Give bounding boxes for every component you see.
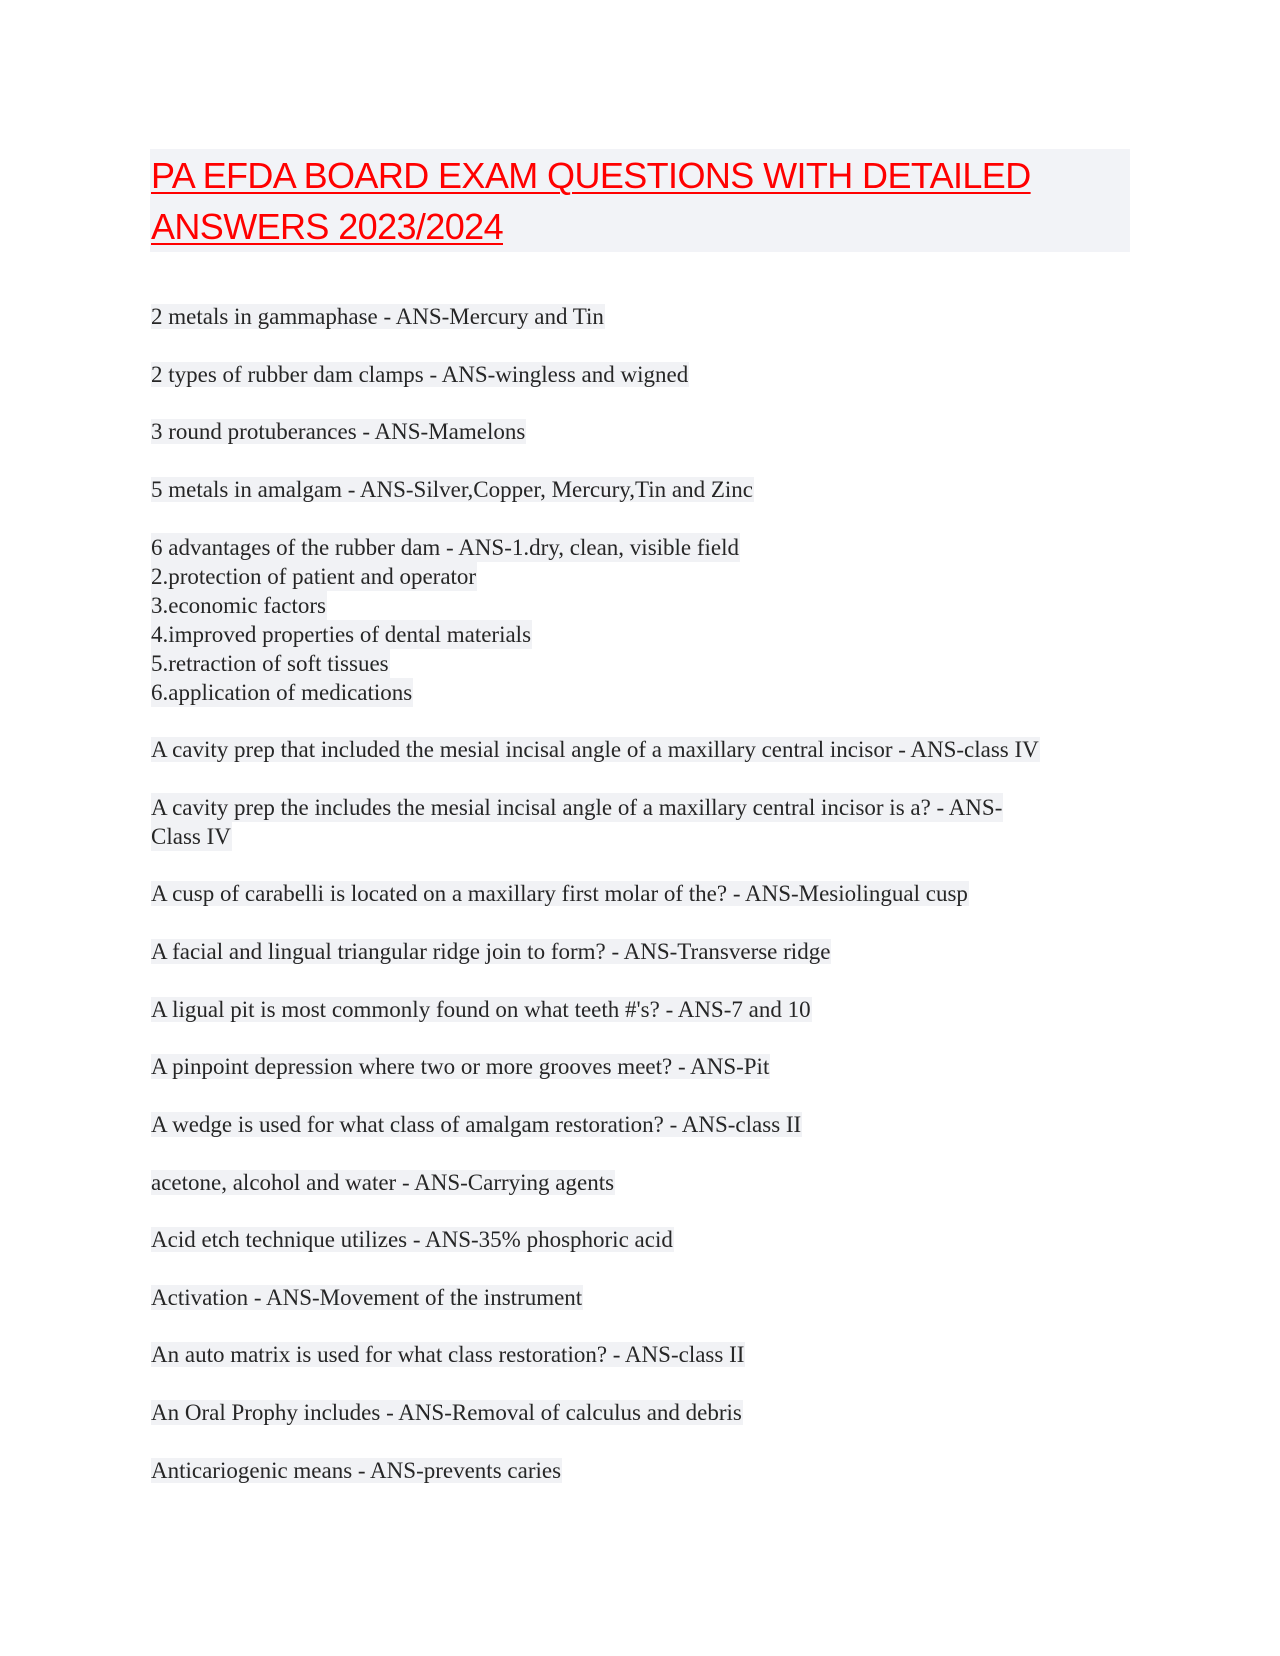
qa-text: A ligual pit is most commonly found on what teeth #'s? - ANS-7 and 10 — [151, 997, 811, 1022]
qa-text: A cusp of carabelli is located on a maxillary first molar of the? - ANS-Mesiolingual cusp — [151, 881, 968, 906]
qa-item — [151, 475, 754, 504]
qa-item — [151, 1340, 745, 1369]
qa-line: 5.retraction of soft tissues — [151, 651, 389, 676]
qa-item — [151, 1110, 802, 1139]
qa-text: 2 metals in gammaphase - ANS-Mercury and Tin — [151, 304, 604, 329]
qa-item — [151, 417, 526, 446]
document-title-line-2: ANSWERS 2023/2024 — [151, 206, 503, 247]
qa-line: Class IV — [151, 824, 231, 849]
qa-item — [151, 1225, 674, 1254]
qa-item — [151, 1456, 562, 1485]
qa-text: 3 round protuberances - ANS-Mamelons — [151, 419, 526, 444]
qa-item — [151, 995, 812, 1024]
qa-text: A pinpoint depression where two or more grooves meet? - ANS-Pit — [151, 1054, 770, 1079]
qa-text: Activation - ANS-Movement of the instrument — [151, 1285, 583, 1310]
qa-item-multiline — [151, 793, 1003, 851]
qa-text: 2 types of rubber dam clamps - ANS-wingless and wigned — [151, 362, 689, 387]
qa-item — [151, 735, 1040, 764]
qa-line: 2.protection of patient and operator — [151, 564, 477, 589]
qa-text: A wedge is used for what class of amalgam restoration? - ANS-class II — [151, 1112, 802, 1137]
qa-line: 4.improved properties of dental materials — [151, 622, 532, 647]
qa-item — [151, 1052, 770, 1081]
qa-item — [151, 879, 969, 908]
qa-item — [151, 1168, 615, 1197]
qa-line: 6.application of medications — [151, 680, 413, 705]
qa-item — [151, 937, 831, 966]
qa-text: acetone, alcohol and water - ANS-Carrying agents — [151, 1170, 615, 1195]
document-title-line-1: PA EFDA BOARD EXAM QUESTIONS WITH DETAILED — [151, 155, 1031, 196]
qa-text: 5 metals in amalgam - ANS-Silver,Copper, Mercury,Tin and Zinc — [151, 477, 754, 502]
qa-line: 3.economic factors — [151, 593, 326, 618]
qa-text: A cavity prep that included the mesial incisal angle of a maxillary central incisor - ANS-class IV — [151, 737, 1039, 762]
qa-text: Acid etch technique utilizes - ANS-35% phosphoric acid — [151, 1227, 673, 1252]
qa-text: Anticariogenic means - ANS-prevents caries — [151, 1458, 562, 1483]
qa-item-multiline — [151, 533, 740, 707]
qa-item — [151, 1283, 583, 1312]
qa-text: An auto matrix is used for what class restoration? - ANS-class II — [151, 1342, 745, 1367]
qa-line: A cavity prep the includes the mesial incisal angle of a maxillary central incisor is a? - ANS- — [151, 795, 1003, 820]
qa-line: 6 advantages of the rubber dam - ANS-1.dry, clean, visible field — [151, 535, 740, 560]
qa-item — [151, 360, 689, 389]
qa-text: A facial and lingual triangular ridge join to form? - ANS-Transverse ridge — [151, 939, 831, 964]
qa-item — [151, 302, 605, 331]
qa-item — [151, 1398, 743, 1427]
qa-text: An Oral Prophy includes - ANS-Removal of calculus and debris — [151, 1400, 742, 1425]
